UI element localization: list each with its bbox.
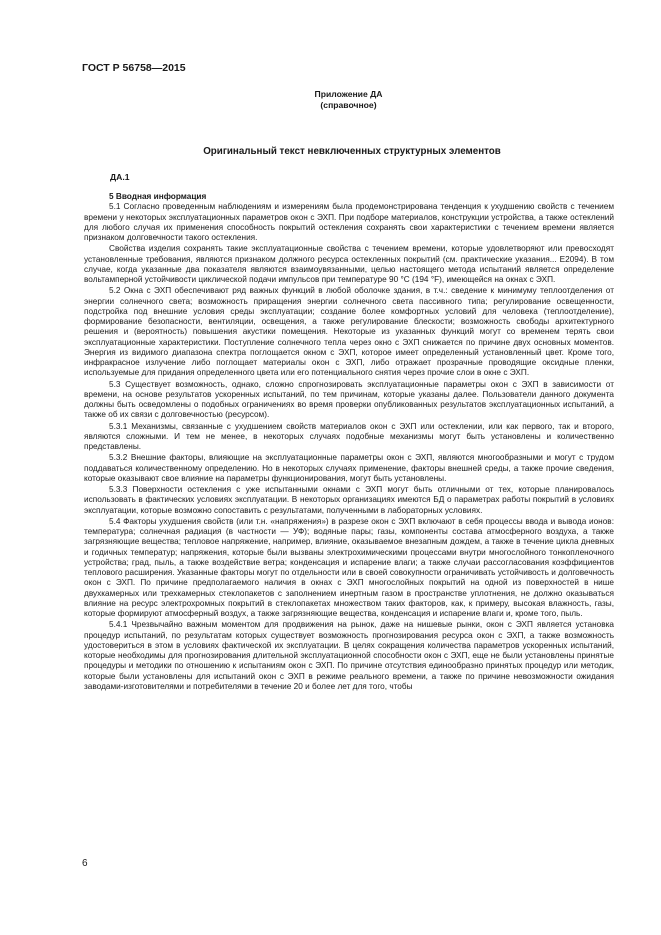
paragraph: 5.4.1 Чрезвычайно важным моментом для продвижения на рынок, даже на нишевые рынки, окон с ЭХП является установка процедур испытаний, по результатам которых существует возможность прогнозирования ресурса окон с ЭХП, а также возможность удостовериться в этом в условиях фактической их эксплуатации. В целях сокращения количества параметров ускоренных испытаний, которые необходимы для прогнозирования длительной эксплуатационной способности окон с ЭХП, еще не были установлены принятые процедуры и методики по отношению к испытаниям окон с ЭХП. По причине отсутствия единообразно принятых процедур или методик, которые были установлены для испытаний окон с ЭХП в режиме реального времени, а также по причине невозможности ожидания заводами-изготовителями и потребителями в течение 20 и более лет для того, чтобы [84, 620, 614, 691]
paragraph: 5.2 Окна с ЭХП обеспечивают ряд важных функций в любой оболочке здания, в т.ч.: сведение к минимуму теплоотделения от энергии солнечного света; возможность приращения энергии солнечного света пассивного типа; регулирование освещенности, подстройка под внешние условия среды эксплуатации; создание более комфортных условий для человека (теплоотделение), формирование безопасности, вентиляции, освещения, а также регулирование блескости; возможность свободы архитектурного решения и (вероятность) повышения акустики помещения. Некоторые из указанных функций могут со временем терять свои эксплуатационные характеристики. Поступление солнечного тепла через окно с ЭХП снижается по причине двух основных моментов. Энергия из видимого диапазона спектра поглощается окном с ЭХП, которое имеет определенный установленный цвет. Кроме того, инфракрасное излучение либо поглощает материалы окон с ЭХП, либо отражает прозрачные проводящие оксидные пленки, используемые для придания определенного цвета или его потенциального снятия через прочие слои в окне с ЭХП. [84, 286, 614, 378]
subsection-heading: 5 Вводная информация [109, 192, 207, 201]
body-text [84, 192, 614, 693]
page-number: 6 [82, 858, 88, 869]
paragraph: 5.3 Существует возможность, однако, сложно спрогнозировать эксплуатационные параметры окон с ЭХП в зависимости от времени, на основе результатов ускоренных испытаний, по тем причинам, которые указаны далее. Пользователи данного документа должны быть осведомлены о подобных ограничениях во время проверки опубликованных результатов эксплуатационных испытаний, а также об их связи с долговечностью (ресурсом). [84, 379, 614, 420]
standard-code: ГОСТ Р 56758—2015 [82, 62, 186, 74]
paragraph: 5.1 Согласно проведенным наблюдениям и измерениям была продемонстрирована тенденция к ухудшению свойств с течением времени у некоторых эксплуатационных параметров окон с ЭХП. При подборе материалов, конструкции устройства, а также остеклений для любого случая их применения способность покрытий остекления сохранять свои характеристики с течением времени является признаком долговечности такого остекления. [84, 202, 614, 242]
paragraph: Свойства изделия сохранять такие эксплуатационные свойства с течением времени, которые удовлетворяют или превосходят установленные требования, являются признаком должного ресурса остекленных покрытий (см. практические указания... Е2094). В том случае, когда указанные два показателя являются взаимоувязанными, целью настоящего метода испытаний является определение вольтамперной устойчивости циклической подачи импульсов при температуре 90 °С (194 °F), имеющейся на окнах с ЭХП. [84, 244, 614, 284]
appendix-title: Приложение ДА [314, 89, 383, 99]
section-heading: Оригинальный текст невключенных структурных элементов [203, 146, 501, 157]
appendix-subtitle: (справочное) [320, 100, 377, 110]
paragraph: 5.4 Факторы ухудшения свойств (или т.н. «напряжения») в разрезе окон с ЭХП включают в себя процессы ввода и вывода ионов: температура; солнечная радиация (в частности — УФ); водяные пары; газы, компоненты состава атмосферного воздуха, а также загрязняющие вещества; тепловое напряжение, например, влияние, оказываемое внезапным дождем, а также в течение цикла дневных и годичных температур; напряжения, которые были вызваны электрохимическими процессами внутри многослойного тонкопленочного устройства; град, пыль, а также воздействие ветра; конденсация и испарение влаги; а также случаи рассогласования коэффициентов теплового расширения. Указанные факторы могут по отдельности или в своей совокупности ограничивать устойчивость и долговечность окон с ЭХП. По причине предполагаемого наличия в окнах с ЭХП многослойных покрытий на одной из поверхностей в нише двухкамерных или трехкамерных стеклопакетов с заполнением инертным газом в пространстве уплотнения, не должно оказываться влияние на ресурс электрохромных покрытий в стеклопакетах множеством таких факторов, как, к примеру, высокая влажность, газы, которые формируют атмосферный воздух, а также загрязняющие вещества, конденсация и испарение влаги и, кроме того, пыль. [84, 516, 614, 618]
paragraph: 5.3.3 Поверхности остекления с уже испытанными окнами с ЭХП могут быть отличными от тех, которые планировалось использовать в фактических условиях эксплуатации. В некоторых организациях имеются БД о параметрах работы покрытий в условиях эксплуатации, которые возможно сопоставить с результатами, полученными в лабораторных условиях. [84, 485, 614, 515]
paragraph: 5.3.1 Механизмы, связанные с ухудшением свойств материалов окон с ЭХП или остеклении, или как первого, так и второго, являются сложными. И тем не менее, в некоторых случаях подобные механизмы могут быть установлены и количественно представлены. [84, 421, 614, 451]
paragraph: 5.3.2 Внешние факторы, влияющие на эксплуатационные параметры окон с ЭХП, являются многообразными и могут с трудом поддаваться количественному определению. Но в некоторых случаях применение, факторы внешней среды, а также прочие сведения, которые оказывают свое влияние на параметры функционирования, могут быть установлены. [84, 453, 614, 483]
block-label: ДА.1 [110, 172, 130, 182]
